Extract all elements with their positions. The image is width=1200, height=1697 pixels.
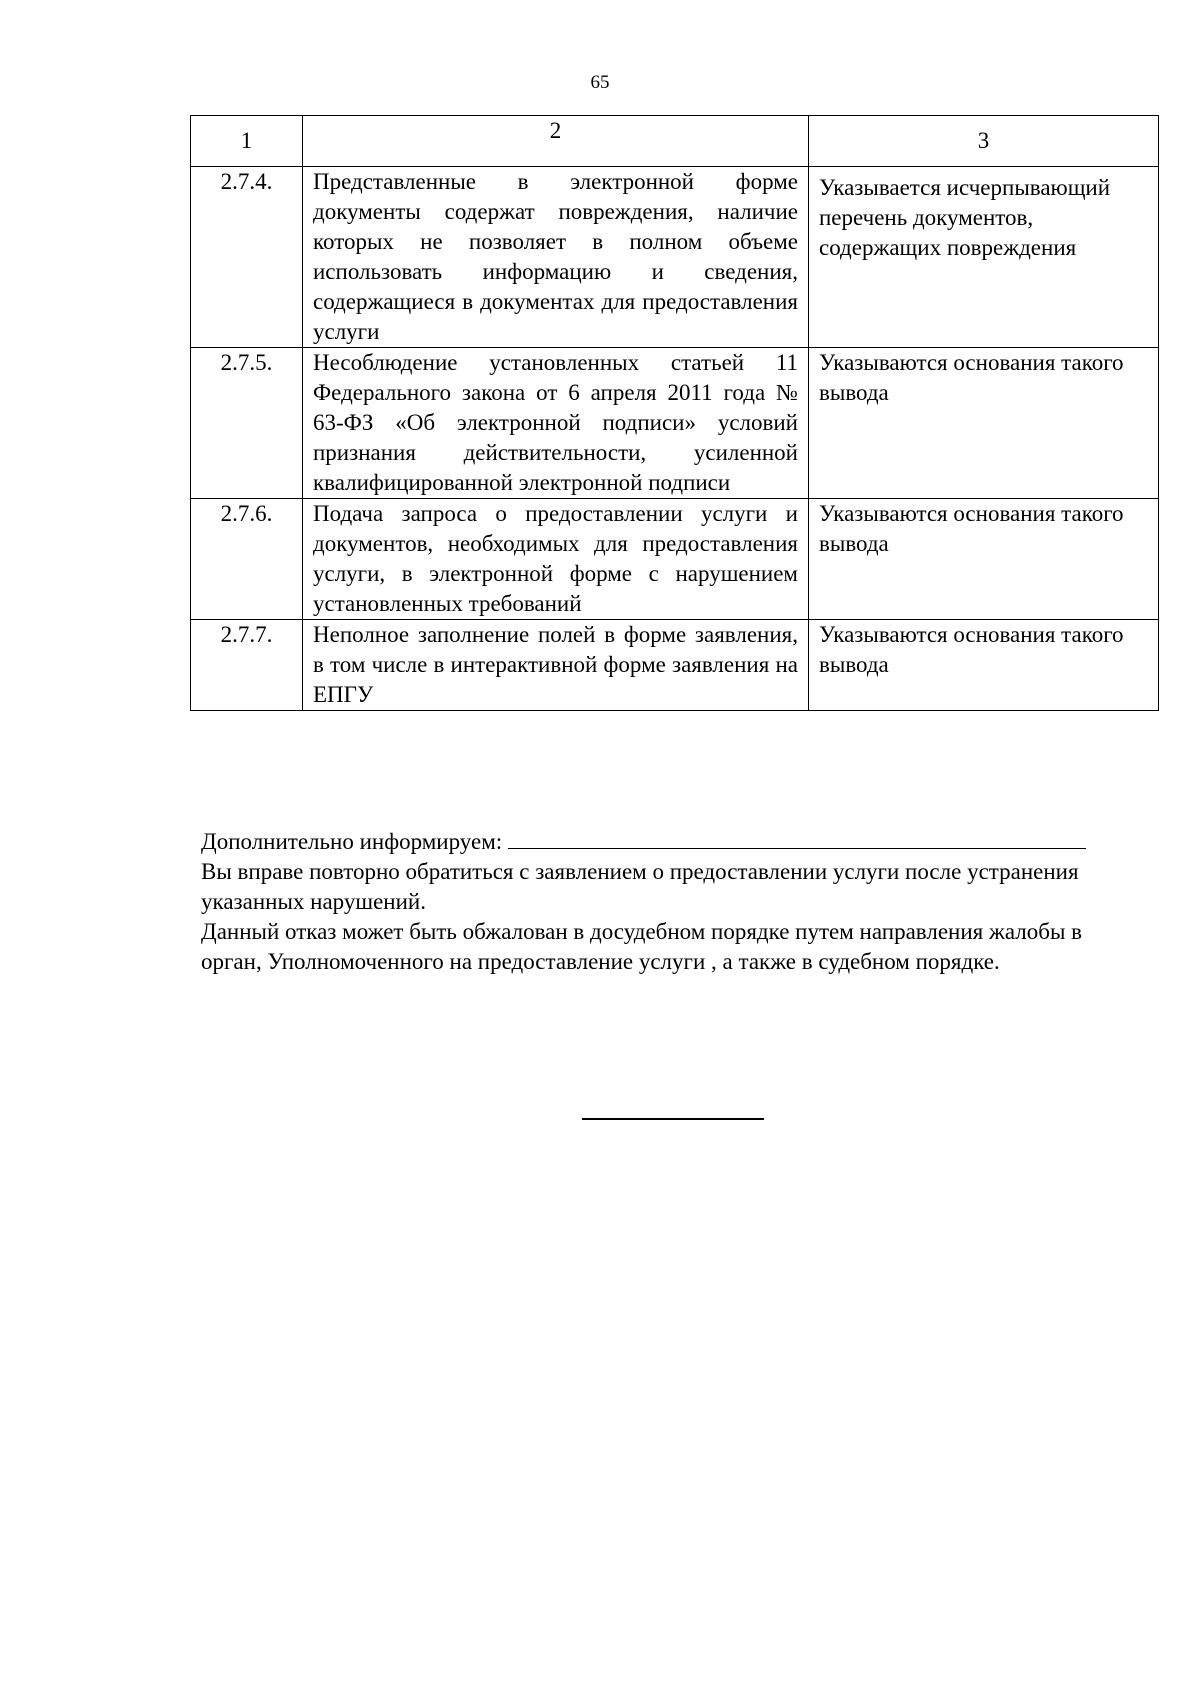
table-row bbox=[191, 620, 1159, 711]
table-row bbox=[191, 167, 1159, 348]
row-note: Указывается исчерпывающий перечень документов, содержащих повреждения bbox=[809, 167, 1159, 348]
additional-info-line bbox=[201, 826, 1131, 857]
row-note: Указываются основания такого вывода bbox=[809, 348, 1159, 499]
row-number: 2.7.7. bbox=[191, 620, 303, 711]
header-col-3: 3 bbox=[809, 116, 1159, 167]
reapply-paragraph: Вы вправе повторно обратиться с заявлением о предоставлении услуги после устранения указанных нарушений. bbox=[201, 859, 1079, 914]
row-number: 2.7.4. bbox=[191, 167, 303, 348]
row-description: Неполное заполнение полей в форме заявления, в том числе в интерактивной форме заявления на ЕПГУ bbox=[303, 620, 809, 711]
row-number: 2.7.5. bbox=[191, 348, 303, 499]
table-row bbox=[191, 499, 1159, 620]
row-description: Представленные в электронной форме документы содержат повреждения, наличие которых не позволяет в полном объеме использовать информацию и сведения, содержащиеся в документах для предоставления услуги bbox=[303, 167, 809, 348]
row-note: Указываются основания такого вывода bbox=[809, 620, 1159, 711]
appeal-paragraph: Данный отказ может быть обжалован в досудебном порядке путем направления жалобы в орган, Уполномоченного на предоставление услуги , а также в судебном порядке. bbox=[201, 919, 1083, 974]
notice-text bbox=[201, 826, 1131, 977]
row-description: Несоблюдение установленных статьей 11 Федерального закона от 6 апреля 2011 года № 63-ФЗ «Об электронной подписи» условий признания действительности, усиленной квалифицированной электронной подписи bbox=[303, 348, 809, 499]
row-note: Указываются основания такого вывода bbox=[809, 499, 1159, 620]
grounds-table bbox=[190, 115, 1159, 711]
page-number: 65 bbox=[590, 72, 610, 93]
table-header-row bbox=[191, 116, 1159, 167]
table-row bbox=[191, 348, 1159, 499]
additional-info-blank[interactable] bbox=[508, 826, 1086, 849]
additional-info-label: Дополнительно информируем: bbox=[201, 829, 503, 854]
header-col-1: 1 bbox=[191, 116, 303, 167]
end-divider bbox=[582, 1118, 764, 1120]
header-col-2: 2 bbox=[303, 116, 809, 167]
row-description: Подача запроса о предоставлении услуги и документов, необходимых для предоставления услуги, в электронной форме с нарушением установленных требований bbox=[303, 499, 809, 620]
row-number: 2.7.6. bbox=[191, 499, 303, 620]
